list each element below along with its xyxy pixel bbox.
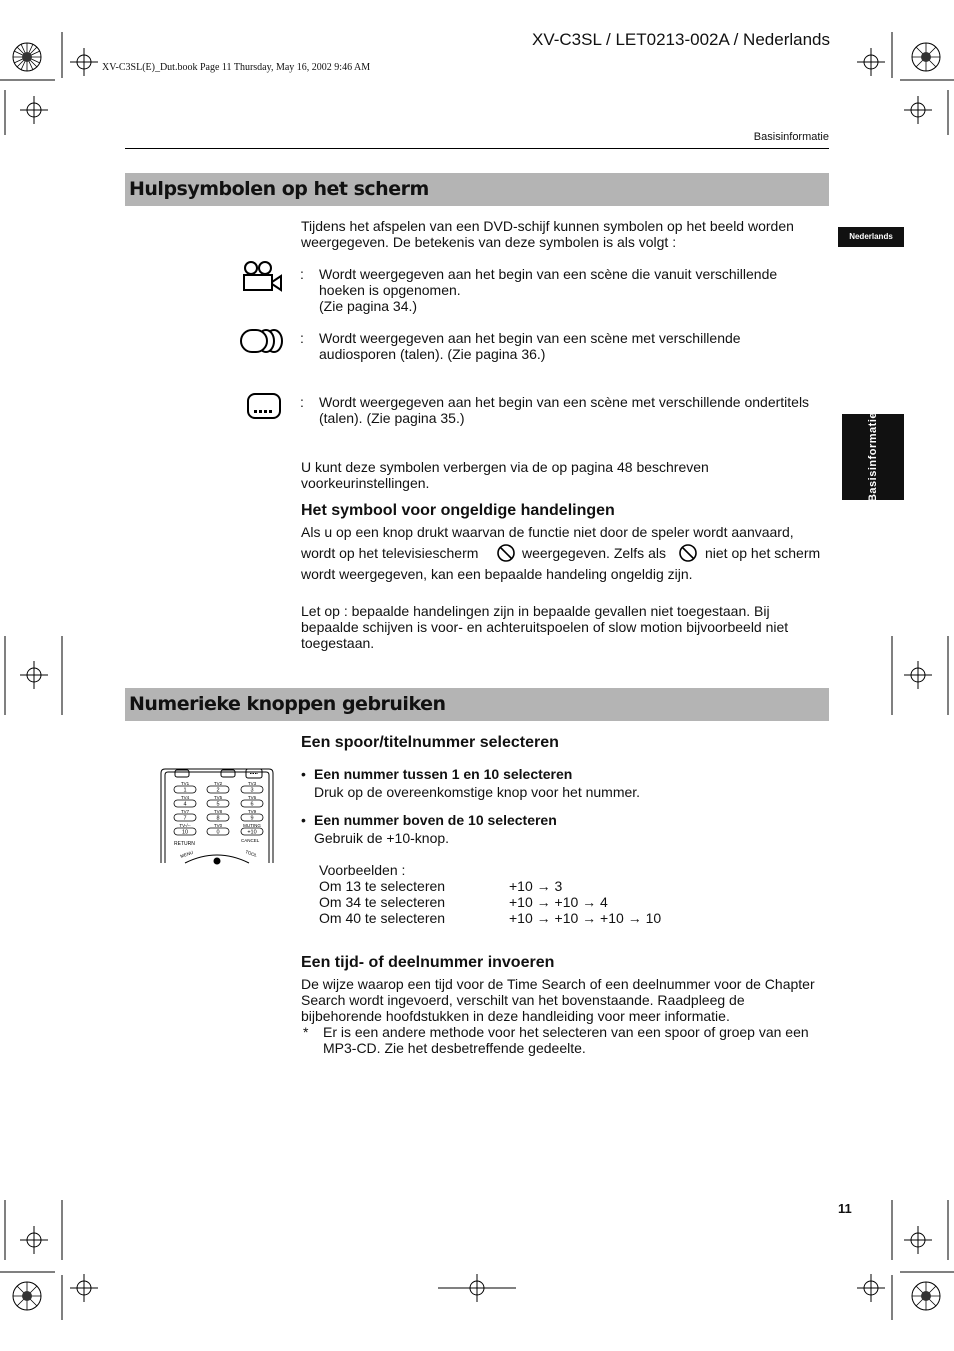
bullet-1-text: Druk op de overeenkomstige knop voor het nummer. [314, 784, 641, 800]
invalid-line-2c: niet op het scherm [705, 545, 821, 561]
section-tab-label: Basisinformatie [867, 411, 879, 503]
remote-key-label: TV1 [180, 781, 190, 786]
remote-key-label: TV6 [247, 795, 257, 800]
remote-key-number: 6 [250, 801, 254, 808]
bullet-2-title: Een nummer boven de 10 selecteren [314, 812, 557, 828]
intro-line-2: weergegeven. De betekenis van deze symbolen is als volgt : [301, 234, 677, 250]
bullet-1-marker: • [301, 766, 306, 782]
prohibited-icon [678, 543, 698, 563]
time-line-1: De wijze waarop een tijd voor de Time Search of een deelnummer voor de Chapter [301, 976, 815, 992]
time-line-3: bijbehorende hoofdstukken in deze handleiding voor meer informatie. [301, 1008, 730, 1024]
example-label-3: Om 40 te selecteren [319, 910, 446, 926]
invalid-line-3: wordt weergegeven, kan een bepaalde handeling ongeldig zijn. [301, 566, 693, 582]
document-title: XV-C3SL / LET0213-002A / Nederlands [532, 30, 830, 49]
colon-2: : [300, 330, 304, 346]
remote-key-label: TV2 [213, 781, 223, 786]
examples-label: Voorbeelden : [319, 862, 406, 878]
bullet-2-marker: • [301, 812, 306, 828]
remote-key-label: TV4 [180, 795, 190, 800]
example-seq-3: +10 → +10 → +10 → 10 [509, 910, 662, 926]
language-tab: Nederlands [838, 227, 904, 247]
cancel-label: CANCEL [241, 838, 260, 843]
invalid-line-2a: wordt op het televisiescherm [301, 545, 479, 561]
hide-line-1: U kunt deze symbolen verbergen via de op pagina 48 beschreven [301, 459, 709, 475]
section-banner-numeric: Numerieke knoppen gebruiken [125, 688, 829, 721]
remote-key-label: TV7 [180, 809, 190, 814]
note-line-2: bepaalde schijven is voor- en achteruitspoelen of slow motion bijvoorbeeld niet [301, 619, 789, 635]
subtitle-icon [246, 392, 282, 420]
remote-key-number: 2 [216, 787, 220, 794]
section-label: Basisinformatie [753, 131, 829, 143]
audio-text-2: audiosporen (talen). (Zie pagina 36.) [319, 346, 546, 362]
footnote-line-1: Er is een andere methode voor het selecteren van een spoor of groep van een [323, 1024, 809, 1040]
bullet-1-title: Een nummer tussen 1 en 10 selecteren [314, 766, 573, 782]
camera-text-2: hoeken is opgenomen. [319, 282, 461, 298]
prohibited-icon [496, 543, 516, 563]
remote-key-number: 4 [183, 801, 187, 808]
camera-text-3: (Zie pagina 34.) [319, 298, 418, 314]
camera-text-1: Wordt weergegeven aan het begin van een scène die vanuit verschillende [319, 266, 778, 282]
remote-key-label: TV0 [213, 823, 223, 828]
menu-label: MENU [179, 849, 194, 859]
example-label-1: Om 13 te selecteren [319, 878, 446, 894]
remote-key-number: 9 [250, 815, 254, 822]
remote-key-number: 7 [183, 815, 187, 822]
invalid-line-1: Als u op een knop drukt waarvan de functie niet door de speler wordt aanvaard, [301, 524, 794, 540]
remote-key-label: TV8 [213, 809, 223, 814]
tool-label: TOOL [244, 849, 258, 859]
time-heading: Een tijd- of deelnummer invoeren [301, 954, 555, 971]
remote-key-number: 3 [250, 787, 254, 794]
section-banner-symbols: Hulpsymbolen op het scherm [125, 173, 829, 206]
remote-key-number: 5 [216, 801, 220, 808]
page-number: 11 [838, 1201, 852, 1216]
header-rule [125, 148, 829, 149]
invalid-heading: Het symbool voor ongeldige handelingen [301, 502, 615, 519]
footnote-line-2: MP3-CD. Zie het desbetreffende gedeelte. [323, 1040, 586, 1056]
colon-1: : [300, 266, 304, 282]
invalid-line-2b: weergegeven. Zelfs als [522, 545, 666, 561]
example-seq-1: +10 → 3 [509, 878, 563, 894]
book-info: XV-C3SL(E)_Dut.book Page 11 Thursday, May 16, 2002 9:46 AM [102, 62, 371, 73]
example-seq-2: +10 → +10 → 4 [509, 894, 608, 910]
remote-key-label: MUTING [243, 823, 261, 828]
remote-key-label: TV-/-- [179, 823, 191, 828]
remote-key-number: 8 [216, 815, 220, 822]
footnote-mark: * [303, 1024, 309, 1040]
remote-key-label: TV3 [247, 781, 257, 786]
track-heading: Een spoor/titelnummer selecteren [301, 734, 559, 751]
intro-line-1: Tijdens het afspelen van een DVD-schijf kunnen symbolen op het beeld worden [301, 218, 794, 234]
remote-key-number: 10 [181, 829, 189, 836]
remote-key-label: TV5 [213, 795, 223, 800]
return-label: RETURN [174, 841, 195, 847]
remote-key-number: 0 [216, 829, 220, 836]
subtitle-text-2: (talen). (Zie pagina 35.) [319, 410, 465, 426]
bullet-2-text: Gebruik de +10-knop. [314, 830, 450, 846]
subtitle-text-1: Wordt weergegeven aan het begin van een scène met verschillende ondertitels [319, 394, 810, 410]
remote-key-number: +10 [247, 829, 257, 836]
hide-line-2: voorkeurinstellingen. [301, 475, 430, 491]
section-tab [842, 411, 904, 503]
audio-text-1: Wordt weergegeven aan het begin van een scène met verschillende [319, 330, 741, 346]
remote-key-label: TV9 [247, 809, 257, 814]
remote-control-illustration [159, 767, 277, 865]
remote-key-number: 1 [183, 787, 187, 794]
camera-icon [241, 260, 283, 292]
note-line-3: toegestaan. [301, 635, 375, 651]
example-label-2: Om 34 te selecteren [319, 894, 446, 910]
time-line-2: Search wordt ingevoerd, verschilt van het bovenstaande. Raadpleeg de [301, 992, 745, 1008]
colon-3: : [300, 394, 304, 410]
note-line-1: Let op : bepaalde handelingen zijn in bepaalde gevallen niet toegestaan. Bij [301, 603, 770, 619]
audio-icon [239, 328, 285, 354]
